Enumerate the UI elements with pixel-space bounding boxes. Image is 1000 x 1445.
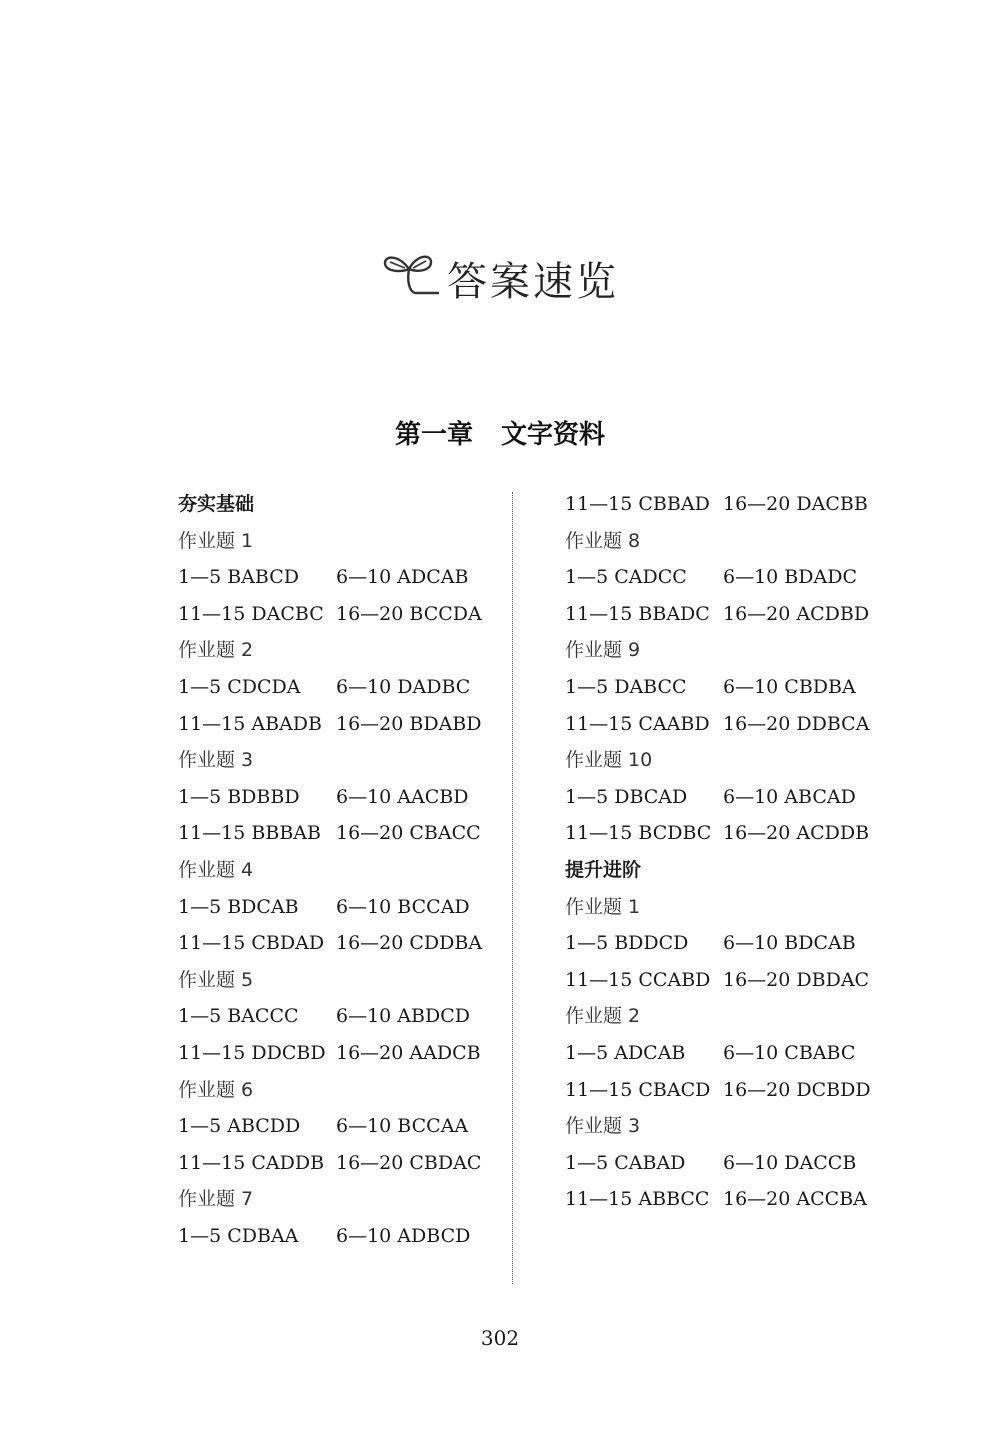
answer-range-first: 1—5 BDBBD <box>178 785 300 808</box>
answer-range-first: 11—15 DACBC <box>178 602 324 625</box>
answer-range-first: 11—15 ABBCC <box>565 1188 710 1211</box>
homework-heading: 作业题 6 <box>178 1078 254 1101</box>
homework-heading: 作业题 10 <box>565 749 653 772</box>
answer-range-second: 6—10 DACCB <box>723 1151 857 1174</box>
answer-range-first: 11—15 CAABD <box>565 712 710 735</box>
answer-range-first: 1—5 CADCC <box>565 566 687 589</box>
column-divider <box>512 492 513 1284</box>
answer-range-first: 1—5 CABAD <box>565 1151 686 1174</box>
answer-row <box>565 596 885 633</box>
answer-row <box>178 1108 498 1145</box>
answer-row <box>565 1035 885 1072</box>
answer-range-first: 11—15 BBBAB <box>178 822 321 845</box>
answer-range-second: 16—20 DCBDD <box>723 1078 871 1101</box>
homework-heading: 作业题 9 <box>565 639 641 662</box>
answer-row <box>565 1145 885 1182</box>
answer-range-second: 6—10 ADBCD <box>336 1224 471 1247</box>
answer-range-first: 1—5 DABCC <box>565 675 687 698</box>
answer-range-first: 11—15 CADDB <box>178 1151 325 1174</box>
section-heading: 提升进阶 <box>565 858 642 881</box>
answer-range-second: 16—20 CBACC <box>336 822 481 845</box>
homework-heading: 作业题 1 <box>178 529 254 552</box>
answer-range-second: 6—10 DADBC <box>336 675 471 698</box>
answer-row <box>178 779 498 816</box>
answer-range-second: 6—10 BCCAD <box>336 895 470 918</box>
answer-row <box>565 669 885 706</box>
answer-range-second: 16—20 BDABD <box>336 712 482 735</box>
answer-range-second: 6—10 BCCAA <box>336 1115 469 1138</box>
homework-heading: 作业题 2 <box>565 1005 641 1028</box>
answer-row <box>178 706 498 743</box>
answer-row <box>565 706 885 743</box>
answer-range-second: 16—20 DACBB <box>723 493 868 515</box>
answer-range-first: 11—15 CBBAD <box>565 493 710 515</box>
answer-row <box>178 925 498 962</box>
answer-column-right <box>565 486 885 1218</box>
answer-row <box>565 962 885 999</box>
answer-range-first: 11—15 CBDAD <box>178 932 325 955</box>
homework-heading: 作业题 3 <box>178 749 254 772</box>
homework-heading: 作业题 8 <box>565 529 641 552</box>
answer-range-second: 6—10 AACBD <box>336 785 469 808</box>
answer-row <box>178 596 498 633</box>
answer-range-second: 16—20 DBDAC <box>723 968 870 991</box>
homework-heading: 作业题 1 <box>565 895 641 918</box>
answer-range-first: 1—5 BABCD <box>178 566 299 589</box>
answer-range-second: 16—20 ACCBA <box>723 1188 867 1211</box>
answer-range-second: 16—20 AADCB <box>336 1041 481 1064</box>
answer-range-first: 1—5 ABCDD <box>178 1115 301 1138</box>
answer-range-first: 1—5 BDDCD <box>565 932 689 955</box>
page-title: 答案速览 <box>447 259 619 305</box>
sprout-icon <box>381 249 443 305</box>
answer-row <box>178 1035 498 1072</box>
answer-row <box>178 889 498 926</box>
answer-range-first: 11—15 DDCBD <box>178 1041 326 1064</box>
answer-row <box>565 1181 885 1218</box>
answer-range-second: 6—10 BDADC <box>723 566 857 589</box>
chapter-heading <box>0 414 1000 451</box>
section-heading: 夯实基础 <box>178 493 255 515</box>
answer-range-first: 11—15 CBACD <box>565 1078 711 1101</box>
chapter-name: 文字资料 <box>501 420 606 450</box>
page-number: 302 <box>480 1326 520 1350</box>
answer-row <box>565 815 885 852</box>
answer-range-second: 6—10 BDCAB <box>723 932 856 955</box>
homework-heading: 作业题 4 <box>178 858 254 881</box>
answer-range-second: 6—10 ABDCD <box>336 1005 470 1028</box>
answer-range-first: 11—15 ABADB <box>178 712 322 735</box>
answer-range-first: 1—5 CDCDA <box>178 675 301 698</box>
answer-range-second: 16—20 BCCDA <box>336 602 482 625</box>
answer-range-second: 6—10 ABCAD <box>723 785 856 808</box>
homework-heading: 作业题 7 <box>178 1188 254 1211</box>
answer-range-first: 1—5 ADCAB <box>565 1041 686 1064</box>
answer-row <box>178 815 498 852</box>
answer-range-first: 1—5 CDBAA <box>178 1224 299 1247</box>
answer-range-first: 1—5 BACCC <box>178 1005 299 1028</box>
answer-range-first: 11—15 CCABD <box>565 968 711 991</box>
answer-row <box>565 925 885 962</box>
chapter-number: 第一章 <box>394 420 473 450</box>
answer-row <box>565 559 885 596</box>
answer-range-second: 16—20 CDDBA <box>336 932 483 955</box>
homework-heading: 作业题 5 <box>178 968 254 991</box>
homework-heading: 作业题 3 <box>565 1115 641 1138</box>
answer-row <box>565 486 885 523</box>
answer-range-first: 1—5 DBCAD <box>565 785 688 808</box>
answer-range-first: 11—15 BCDBC <box>565 822 712 845</box>
answer-range-first: 11—15 BBADC <box>565 602 710 625</box>
answer-row <box>565 779 885 816</box>
answer-row <box>565 1072 885 1109</box>
answer-row <box>178 669 498 706</box>
answer-range-second: 6—10 CBABC <box>723 1041 856 1064</box>
answer-range-second: 16—20 ACDDB <box>723 822 870 845</box>
answer-column-left <box>178 486 498 1254</box>
answer-range-second: 16—20 DDBCA <box>723 712 870 735</box>
answer-range-second: 16—20 ACDBD <box>723 602 870 625</box>
answer-row <box>178 559 498 596</box>
answer-range-second: 16—20 CBDAC <box>336 1151 482 1174</box>
homework-heading: 作业题 2 <box>178 639 254 662</box>
answer-row <box>178 1218 498 1255</box>
answer-row <box>178 998 498 1035</box>
answer-range-first: 1—5 BDCAB <box>178 895 299 918</box>
answer-range-second: 6—10 ADCAB <box>336 566 469 589</box>
answer-row <box>178 1145 498 1182</box>
answer-range-second: 6—10 CBDBA <box>723 675 856 698</box>
page-header <box>0 250 1000 307</box>
